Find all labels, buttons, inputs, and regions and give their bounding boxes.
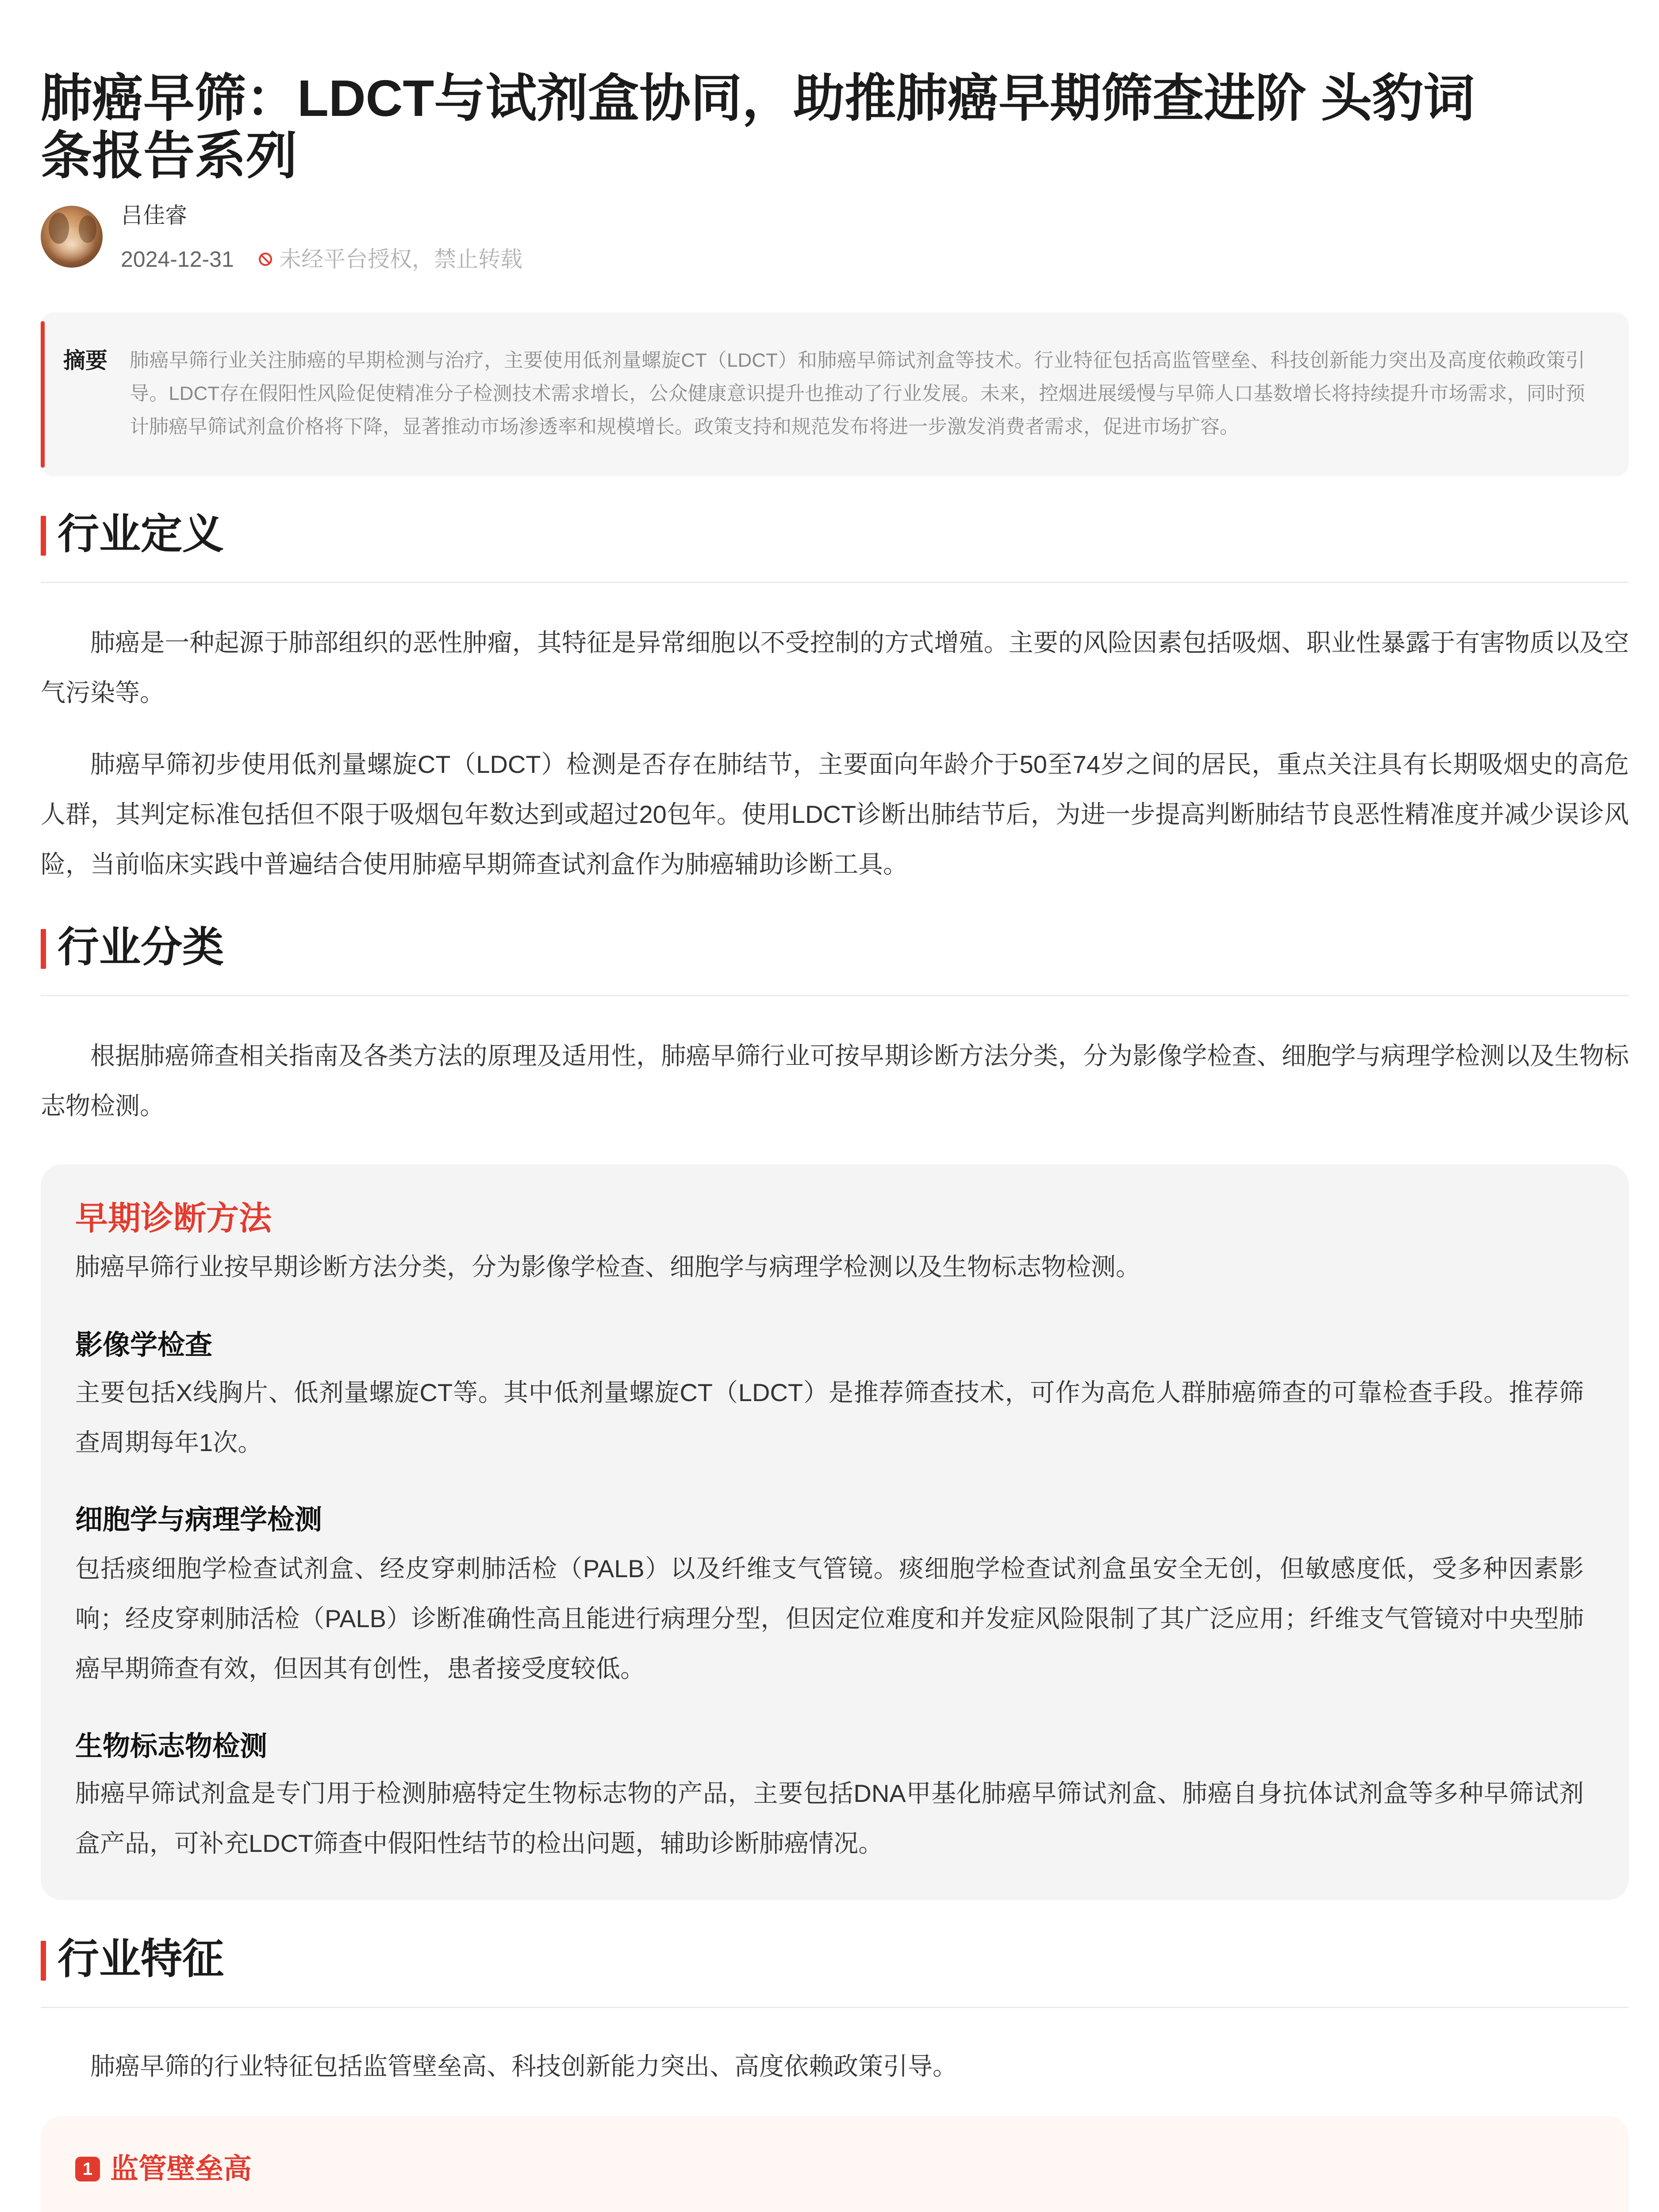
- abstract-label: 摘要: [63, 348, 108, 373]
- section-heading: 行业特征: [58, 1936, 224, 1982]
- section-accent-bar: [41, 1941, 46, 1981]
- section-divider: [41, 995, 1629, 996]
- report-title: 肺癌早筛：LDCT与试剂盒协同，助推肺癌早期筛查进阶 头豹词条报告系列: [41, 69, 1475, 184]
- method-heading: 生物标志物检测: [75, 1731, 268, 1762]
- feature-title: 监管壁垒高: [110, 2153, 252, 2185]
- method-heading: 影像学检查: [75, 1330, 213, 1360]
- feature-number-badge: 1: [75, 2157, 100, 2181]
- feature-card: [41, 2116, 1629, 2212]
- body-paragraph: 肺癌是一种起源于肺部组织的恶性肿瘤，其特征是异常细胞以不受控制的方式增殖。主要的风险因素包括吸烟、职业性暴露于有害物质以及空气污染等。: [41, 629, 1629, 707]
- body-paragraph: 根据肺癌筛查相关指南及各类方法的原理及适用性，肺癌早筛行业可按早期诊断方法分类，分为影像学检查、细胞学与病理学检测以及生物标志物检测。: [41, 1042, 1629, 1120]
- author-name: 吕佳睿: [121, 203, 187, 228]
- diagnosis-methods-card: [41, 1164, 1629, 1900]
- body-paragraph: 肺癌早筛初步使用低剂量螺旋CT（LDCT）检测是否存在肺结节，主要面向年龄介于50至74岁之间的居民，重点关注具有长期吸烟史的高危人群，其判定标准包括但不限于吸烟包年数达到或超过20包年。使用LDCT诊断出肺结节后，为进一步提高判断肺结节良恶性精准度并减少误诊风险，当前临床实践中普遍结合使用肺癌早期筛查试剂盒作为肺癌辅助诊断工具。: [41, 750, 1629, 878]
- section-accent-bar: [41, 516, 46, 556]
- body-paragraph: 肺癌早筛的行业特征包括监管壁垒高、科技创新能力突出、高度依赖政策引导。: [90, 2052, 957, 2080]
- abstract-box: [41, 312, 1629, 476]
- section-heading: 行业定义: [58, 511, 224, 557]
- section-heading: 行业分类: [58, 924, 224, 970]
- copyright-notice: 未经平台授权，禁止转载: [279, 247, 522, 272]
- card-title: 早期诊断方法: [75, 1200, 272, 1237]
- section-accent-bar: [41, 929, 46, 969]
- publish-date: 2024-12-31: [121, 247, 234, 272]
- card-intro: 肺癌早筛行业按早期诊断方法分类，分为影像学检查、细胞学与病理学检测以及生物标志物检测。: [75, 1253, 1141, 1281]
- section-divider: [41, 582, 1629, 583]
- avatar-shading: [79, 215, 96, 243]
- prohibited-icon: [258, 252, 273, 267]
- section-divider: [41, 2007, 1629, 2008]
- method-text: 主要包括X线胸片、低剂量螺旋CT等。其中低剂量螺旋CT（LDCT）是推荐筛查技术，可作为高危人群肺癌筛查的可靠检查手段。推荐筛查周期每年1次。: [75, 1379, 1584, 1456]
- author-avatar: [41, 206, 103, 268]
- method-text: 包括痰细胞学检查试剂盒、经皮穿刺肺活检（PALB）以及纤维支气管镜。痰细胞学检查试剂盒虽安全无创，但敏感度低，受多种因素影响；经皮穿刺肺活检（PALB）诊断准确性高且能进行病理分型，但因定位难度和并发症风险限制了其广泛应用；纤维支气管镜对中央型肺癌早期筛查有效，但因其有创性，患者接受度较低。: [75, 1555, 1584, 1682]
- abstract-accent-bar: [41, 321, 45, 468]
- abstract-text: 肺癌早筛行业关注肺癌的早期检测与治疗，主要使用低剂量螺旋CT（LDCT）和肺癌早筛试剂盒等技术。行业特征包括高监管壁垒、科技创新能力突出及高度依赖政策引导。LDCT存在假阳性风险促使精准分子检测技术需求增长，公众健康意识提升也推动了行业发展。未来，控烟进展缓慢与早筛人口基数增长将持续提升市场需求，同时预计肺癌早筛试剂盒价格将下降，显著推动市场渗透率和规模增长。政策支持和规范发布将进一步激发消费者需求，促进市场扩容。: [130, 349, 1585, 438]
- method-text: 肺癌早筛试剂盒是专门用于检测肺癌特定生物标志物的产品，主要包括DNA甲基化肺癌早筛试剂盒、肺癌自身抗体试剂盒等多种早筛试剂盒产品，可补充LDCT筛查中假阳性结节的检出问题，辅助诊断肺癌情况。: [75, 1779, 1584, 1857]
- method-heading: 细胞学与病理学检测: [75, 1505, 323, 1535]
- avatar-shading: [49, 213, 69, 244]
